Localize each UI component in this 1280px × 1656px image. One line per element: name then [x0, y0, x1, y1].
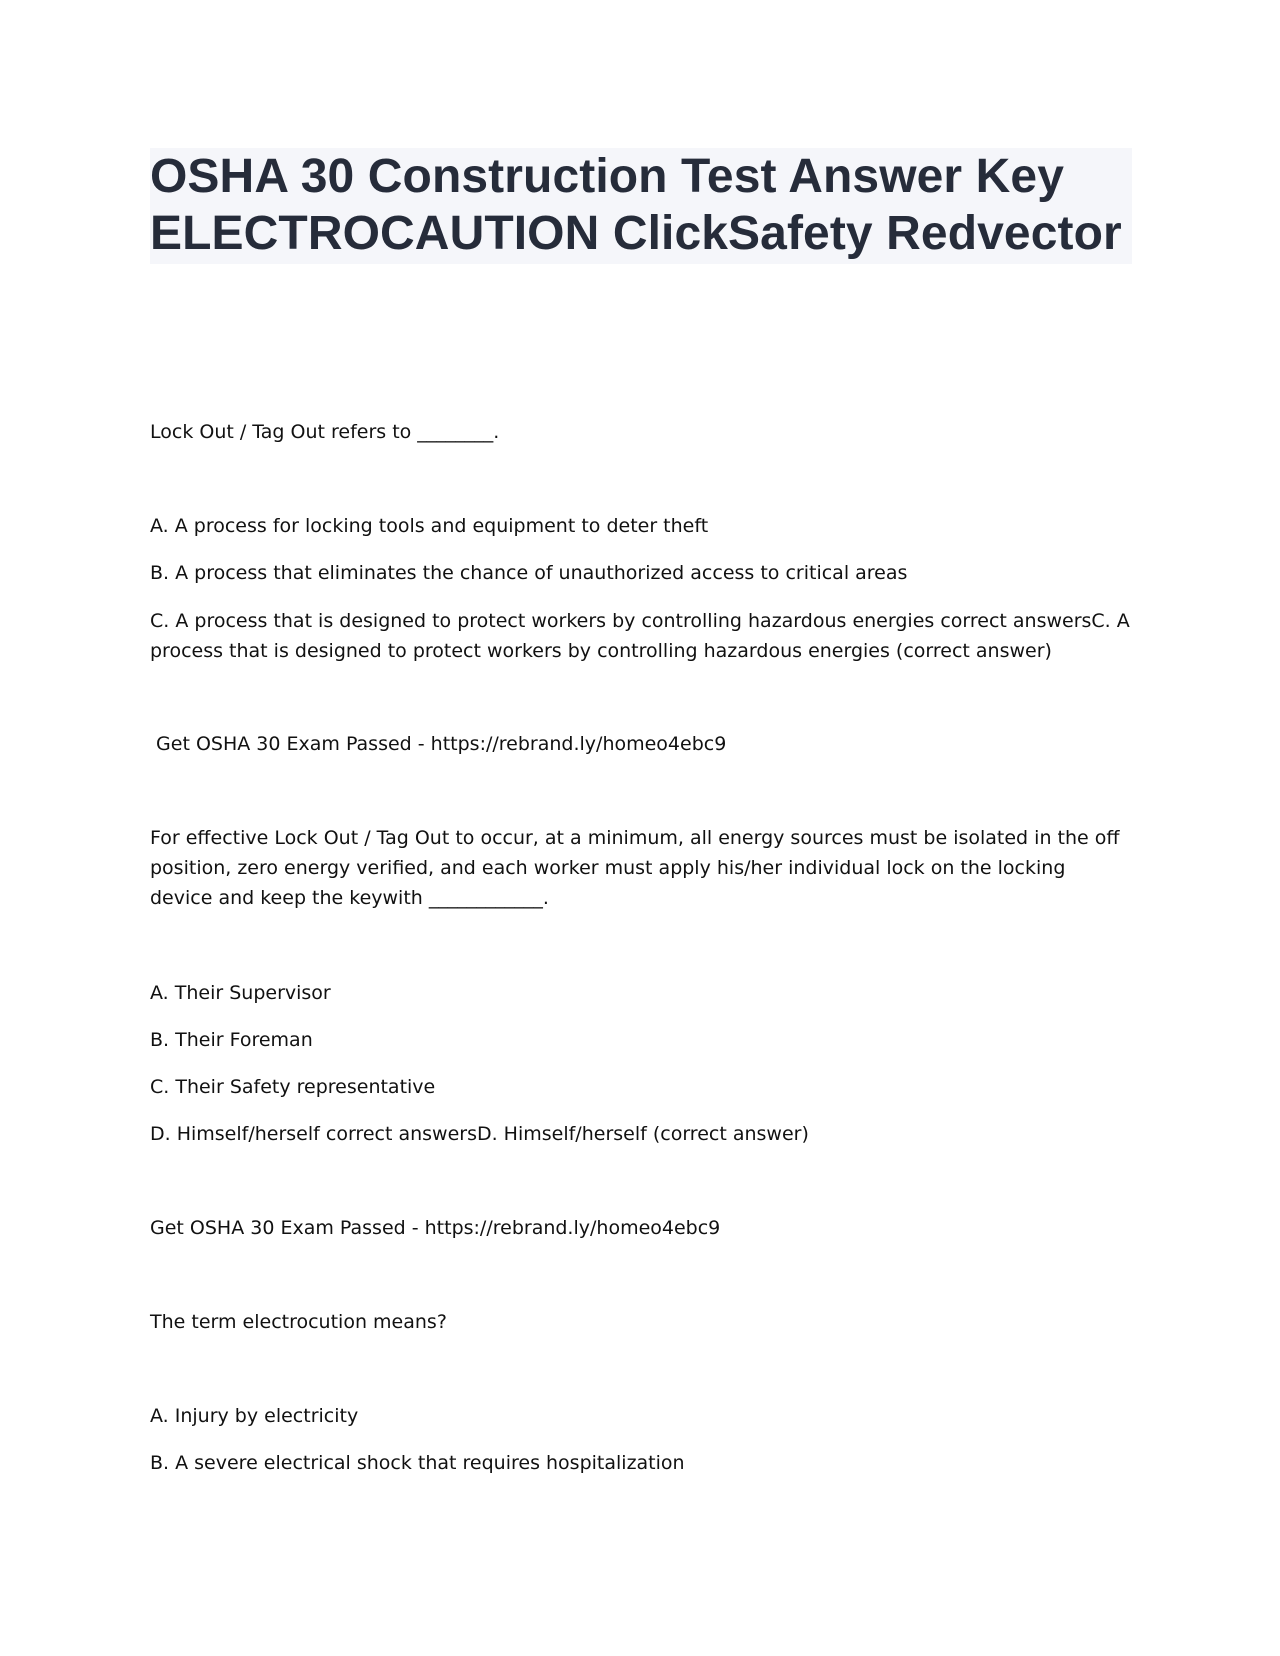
q2-option-c: C. Their Safety representative	[150, 1076, 436, 1098]
q1-option-a: A. A process for locking tools and equipment to deter theft	[150, 515, 709, 537]
page-title: OSHA 30 Construction Test Answer Key ELECTROCAUTION ClickSafety Redvector	[150, 150, 1122, 260]
q2-option-a: A. Their Supervisor	[150, 982, 331, 1004]
q1-question: Lock Out / Tag Out refers to ________.	[150, 421, 500, 443]
promo-link-1: Get OSHA 30 Exam Passed - https://rebrand.ly/homeo4ebc9	[150, 733, 727, 755]
q2-question: For effective Lock Out / Tag Out to occur, at a minimum, all energy sources must be isolated in the off position, zero energy verified, and each worker must apply his/her individual lock on the locking device and keep the keywith ____________.	[150, 827, 1120, 909]
promo-link-2: Get OSHA 30 Exam Passed - https://rebrand.ly/homeo4ebc9	[150, 1217, 721, 1239]
q2-option-b: B. Their Foreman	[150, 1029, 313, 1051]
q1-option-c: C. A process that is designed to protect workers by controlling hazardous energies correct answersC. A process that is designed to protect workers by controlling hazardous energies (correct answer)	[150, 610, 1130, 662]
title-block	[150, 148, 1132, 264]
q1-option-b: B. A process that eliminates the chance of unauthorized access to critical areas	[150, 562, 908, 584]
q3-option-b: B. A severe electrical shock that requires hospitalization	[150, 1452, 685, 1474]
document-page	[150, 148, 1130, 264]
q2-option-d: D. Himself/herself correct answersD. Himself/herself (correct answer)	[150, 1123, 809, 1145]
q3-option-a: A. Injury by electricity	[150, 1405, 359, 1427]
q3-question: The term electrocution means?	[150, 1311, 447, 1333]
